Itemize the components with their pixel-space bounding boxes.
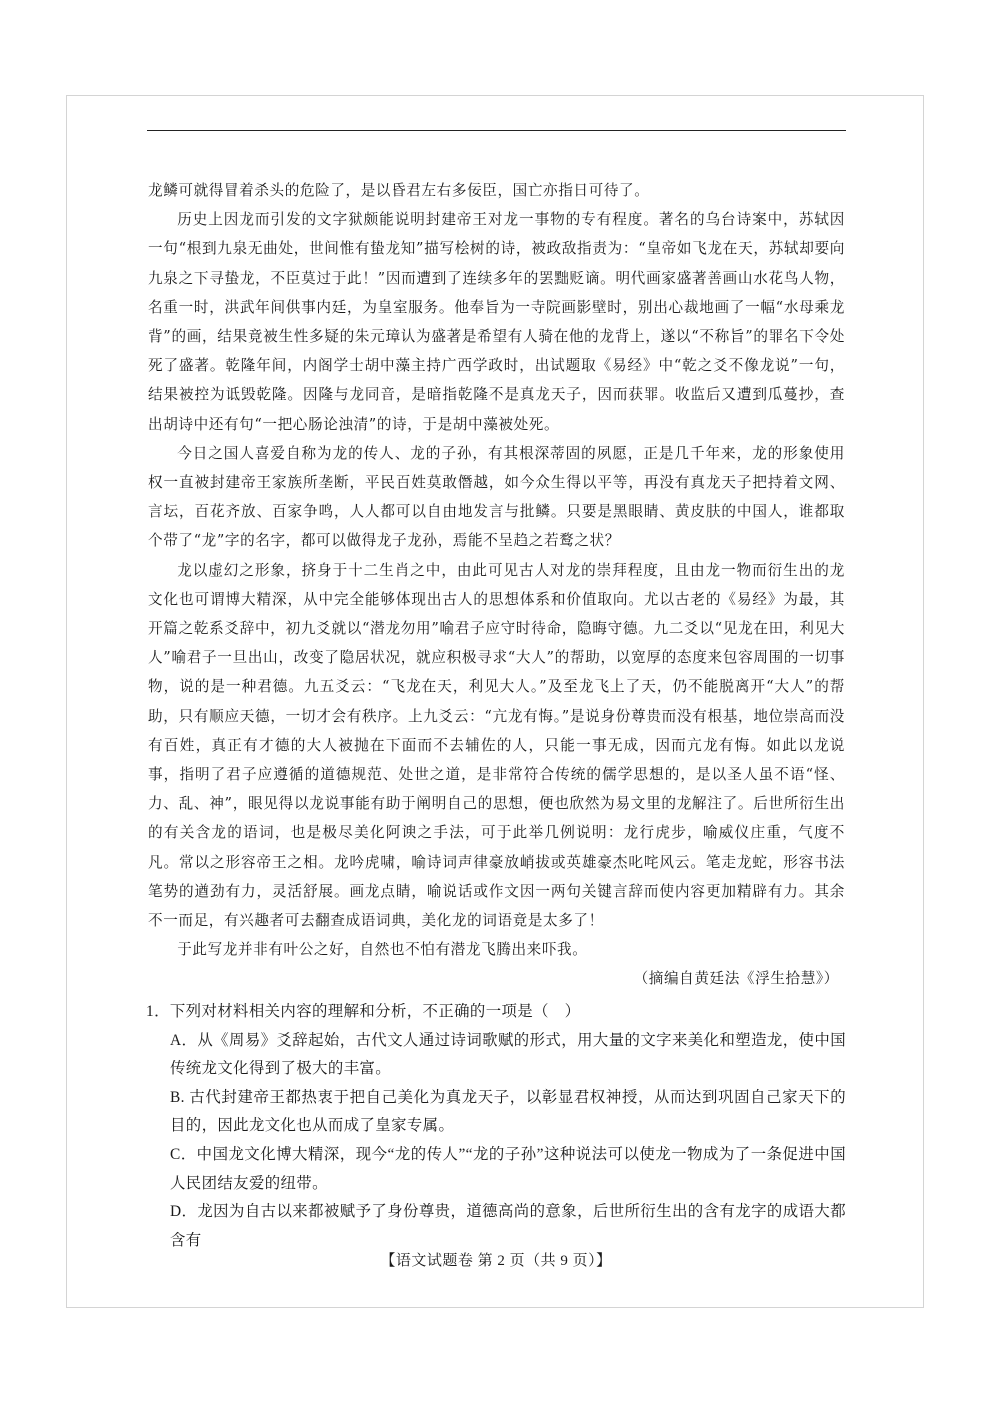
reading-passage bbox=[148, 176, 845, 994]
question-stem: 1．下列对材料相关内容的理解和分析，不正确的一项是（ ） bbox=[146, 1003, 581, 1020]
passage-paragraph: 历史上因龙而引发的文字狱颇能说明封建帝王对龙一事物的专有程度。著名的乌台诗案中，苏轼因一句“根到九泉无曲处，世间惟有蛰龙知”描写桧树的诗，被政敌指责为：“皇帝如飞龙在天，苏轼却要向九泉之下寻蛰龙，不臣莫过于此！”因而遭到了连续多年的罢黜贬谪。明代画家盛著善画山水花鸟人物，名重一时，洪武年间供事内廷，为皇室服务。他奉旨为一寺院画影壁时，别出心裁地画了一幅“水母乘龙背”的画，结果竟被生性多疑的朱元璋认为盛著是希望有人骑在他的龙背上，遂以“不称旨”的罪名下令处死了盛著。乾隆年间，内阁学士胡中藻主持广西学政时，出试题取《易经》中“乾之爻不像龙说”一句，结果被控为诋毁乾隆。因隆与龙同音，是暗指乾隆不是真龙天子，因而获罪。收监后又遭到瓜蔓抄，查出胡诗中还有句“一把心肠论浊清”的诗，于是胡中藻被处死。 bbox=[148, 211, 845, 433]
question-block bbox=[146, 998, 846, 1255]
option-b: B. 古代封建帝王都热衷于把自己美化为真龙天子，以彰显君权神授，从而达到巩固自己家天下的目的，因此龙文化也从而成了皇家专属。 bbox=[170, 1088, 846, 1135]
page-footer: 【语文试题卷 第 2 页（共 9 页）】 bbox=[380, 1253, 612, 1269]
option-d: D．龙因为自古以来都被赋予了身份尊贵，道德高尚的意象，后世所衍生出的含有龙字的成语大都含有 bbox=[170, 1203, 846, 1249]
passage-source: （摘编自黄廷法《浮生拾慧》） bbox=[633, 970, 839, 988]
option-a: A．从《周易》爻辞起始，古代文人通过诗词歌赋的形式，用大量的文字来美化和塑造龙，使中国传统龙文化得到了极大的丰富。 bbox=[170, 1031, 846, 1078]
passage-paragraph: 于此写龙并非有叶公之好，自然也不怕有潜龙飞腾出来吓我。 bbox=[177, 941, 588, 959]
option-c: C．中国龙文化博大精深，现今“龙的传人”“龙的子孙”这种说法可以使龙一物成为了一条促进中国人民团结友爱的纽带。 bbox=[170, 1145, 846, 1192]
passage-paragraph: 龙以虚幻之形象，挤身于十二生肖之中，由此可见古人对龙的崇拜程度，且由龙一物而衍生出的龙文化也可谓博大精深，从中完全能够体现出古人的思想体系和价值取向。尤以古老的《易经》为最，其开篇之乾系爻辞中，初九爻就以“潜龙勿用”喻君子应守时待命，隐晦守德。九二爻以“见龙在田，利见大人”喻君子一旦出山，改变了隐居状况，就应积极寻求“大人”的帮助，以宽厚的态度来包容周围的一切事物，说的是一种君德。九五爻云：“飞龙在天，利见大人。”及至龙飞上了天，仍不能脱离开“大人”的帮助，只有顺应天德，一切才会有秩序。上九爻云：“亢龙有悔。”是说身份尊贵而没有根基，地位崇高而没有百姓，真正有才德的大人被抛在下面而不去辅佐的人，只能一事无成，因而亢龙有悔。如此以龙说事，指明了君子应遵循的道德规范、处世之道，是非常符合传统的儒学思想的，是以圣人虽不语“怪、力、乱、神”，眼见得以龙说事能有助于阐明自己的思想，便也欣然为易文里的龙解注了。后世所衍生出的有关含龙的语词，也是极尽美化阿谀之手法，可于此举几例说明：龙行虎步，喻威仪庄重，气度不凡。常以之形容帝王之相。龙吟虎啸，喻诗词声律豪放峭拔或英雄豪杰叱咤风云。笔走龙蛇，形容书法笔势的遒劲有力，灵活舒展。画龙点睛，喻说话或作文因一两句关键言辞而使内容更加精辟有力。其余不一而足，有兴趣者可去翻查成语词典，美化龙的词语竟是太多了！ bbox=[148, 561, 845, 930]
header-rule bbox=[147, 130, 846, 131]
passage-paragraph: 今日之国人喜爱自称为龙的传人、龙的子孙，有其根深蒂固的夙愿，正是几千年来，龙的形象使用权一直被封建帝王家族所垄断，平民百姓莫敢僭越，如今众生得以平等，再没有真龙天子把持着文网、言坛，百花齐放、百家争鸣，人人都可以自由地发言与批鳞。只要是黑眼睛、黄皮肤的中国人，谁都取个带了“龙”字的名字，都可以做得龙子龙孙，焉能不呈趋之若鹜之状？ bbox=[148, 444, 845, 550]
passage-paragraph: 龙鳞可就得冒着杀头的危险了，是以昏君左右多佞臣，国亡亦指日可待了。 bbox=[148, 182, 650, 199]
